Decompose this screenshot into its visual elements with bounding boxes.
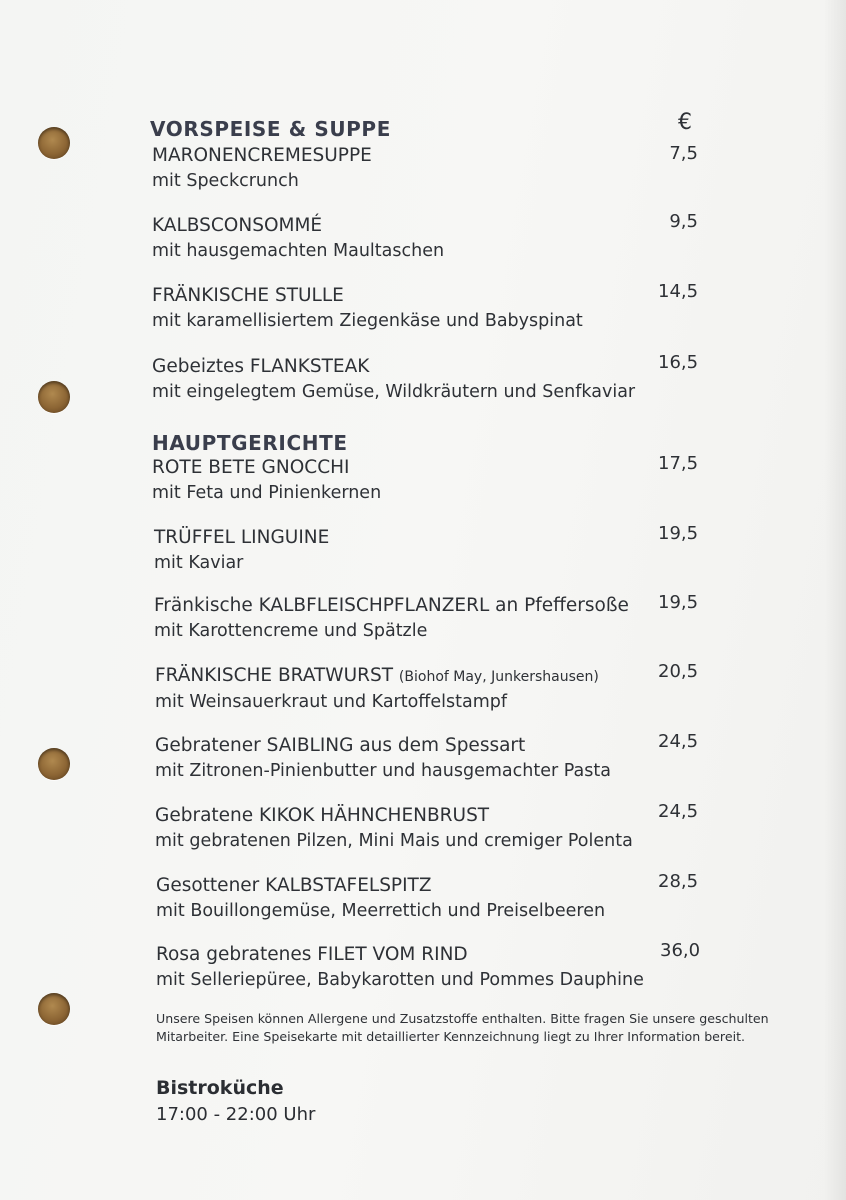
binder-hole <box>38 127 70 159</box>
menu-item <box>152 456 712 506</box>
menu-item-description: mit eingelegtem Gemüse, Wildkräutern und Senfkaviar <box>152 382 636 402</box>
menu-item-price: 24,5 <box>658 731 699 752</box>
menu-item-name: ROTE BETE GNOCCHI <box>152 457 350 478</box>
menu-item-description: mit gebratenen Pilzen, Mini Mais und cremiger Polenta <box>155 831 633 851</box>
menu-item <box>155 804 715 854</box>
menu-item-price: 17,5 <box>658 453 699 474</box>
menu-item-price: 24,5 <box>658 801 699 822</box>
menu-item-name: Gebratene KIKOK HÄHNCHENBRUST <box>155 805 490 826</box>
menu-item-name: KALBSCONSOMMÉ <box>152 215 323 236</box>
menu-item-price: 14,5 <box>658 281 699 302</box>
menu-item <box>155 734 715 784</box>
menu-item-name <box>155 664 715 689</box>
menu-item-name: Rosa gebratenes FILET VOM RIND <box>156 944 468 965</box>
menu-item-price: 28,5 <box>658 871 699 892</box>
menu-item-name-note: (Biohof May, Junkershausen) <box>398 669 599 685</box>
menu-item-description: mit Selleriepüree, Babykarotten und Pommes Dauphine <box>156 970 644 990</box>
menu-item <box>152 355 712 405</box>
menu-item <box>156 874 716 924</box>
menu-item-price: 36,0 <box>660 940 701 961</box>
binder-hole <box>38 993 70 1025</box>
menu-item-description: mit Weinsauerkraut und Kartoffelstampf <box>155 692 508 712</box>
menu-item <box>156 943 716 993</box>
menu-item-price: 19,5 <box>658 592 699 613</box>
menu-item-name: MARONENCREMESUPPE <box>152 145 372 166</box>
menu-item-description: mit Bouillongemüse, Meerrettich und Preiselbeeren <box>156 901 606 921</box>
menu-item <box>154 594 714 644</box>
bistro-title: Bistroküche <box>156 1077 284 1099</box>
menu-item-price: 9,5 <box>669 211 698 232</box>
menu-item <box>155 664 715 715</box>
menu-item <box>154 526 714 576</box>
menu-item-price: 16,5 <box>658 352 699 373</box>
section-title-mains: HAUPTGERICHTE <box>152 431 348 455</box>
page-edge-shadow <box>824 0 846 1200</box>
menu-item-name-main: FRÄNKISCHE BRATWURST <box>155 665 394 686</box>
menu-item-description: mit Feta und Pinienkernen <box>152 483 382 503</box>
menu-item-name: Gesottener KALBSTAFELSPITZ <box>156 875 432 896</box>
menu-item <box>152 284 712 334</box>
menu-item-name: FRÄNKISCHE STULLE <box>152 285 344 306</box>
binder-hole <box>38 381 70 413</box>
section-title-starters: VORSPEISE & SUPPE <box>150 117 391 141</box>
allergen-note: Unsere Speisen können Allergene und Zusatzstoffe enthalten. Bitte fragen Sie unsere geschulten Mitarbeiter. Eine Speisekarte mit detaillierter Kennzeichnung liegt zu Ihrer Information bereit. <box>156 1011 769 1044</box>
menu-item-description: mit Karottencreme und Spätzle <box>154 621 428 641</box>
menu-item-name: Gebeiztes FLANKSTEAK <box>152 356 370 377</box>
menu-item <box>152 214 712 264</box>
currency-symbol: € <box>678 110 692 135</box>
menu-item-description: mit Speckcrunch <box>152 171 299 191</box>
menu-item-price: 7,5 <box>669 143 698 164</box>
menu-item-description: mit hausgemachten Maultaschen <box>152 241 445 261</box>
menu-item-description: mit Zitronen-Pinienbutter und hausgemachter Pasta <box>155 761 611 781</box>
menu-item-price: 19,5 <box>658 523 699 544</box>
menu-item-name: TRÜFFEL LINGUINE <box>154 527 330 548</box>
menu-item-description: mit Kaviar <box>154 553 244 573</box>
menu-item-name: Fränkische KALBFLEISCHPFLANZERL an Pfeffersoße <box>154 595 629 616</box>
menu-item-name: Gebratener SAIBLING aus dem Spessart <box>155 735 526 756</box>
menu-item-description: mit karamellisiertem Ziegenkäse und Babyspinat <box>152 311 583 331</box>
bistro-hours: 17:00 - 22:00 Uhr <box>156 1104 316 1125</box>
binder-hole <box>38 748 70 780</box>
menu-item <box>152 144 712 194</box>
menu-item-price: 20,5 <box>658 661 699 682</box>
